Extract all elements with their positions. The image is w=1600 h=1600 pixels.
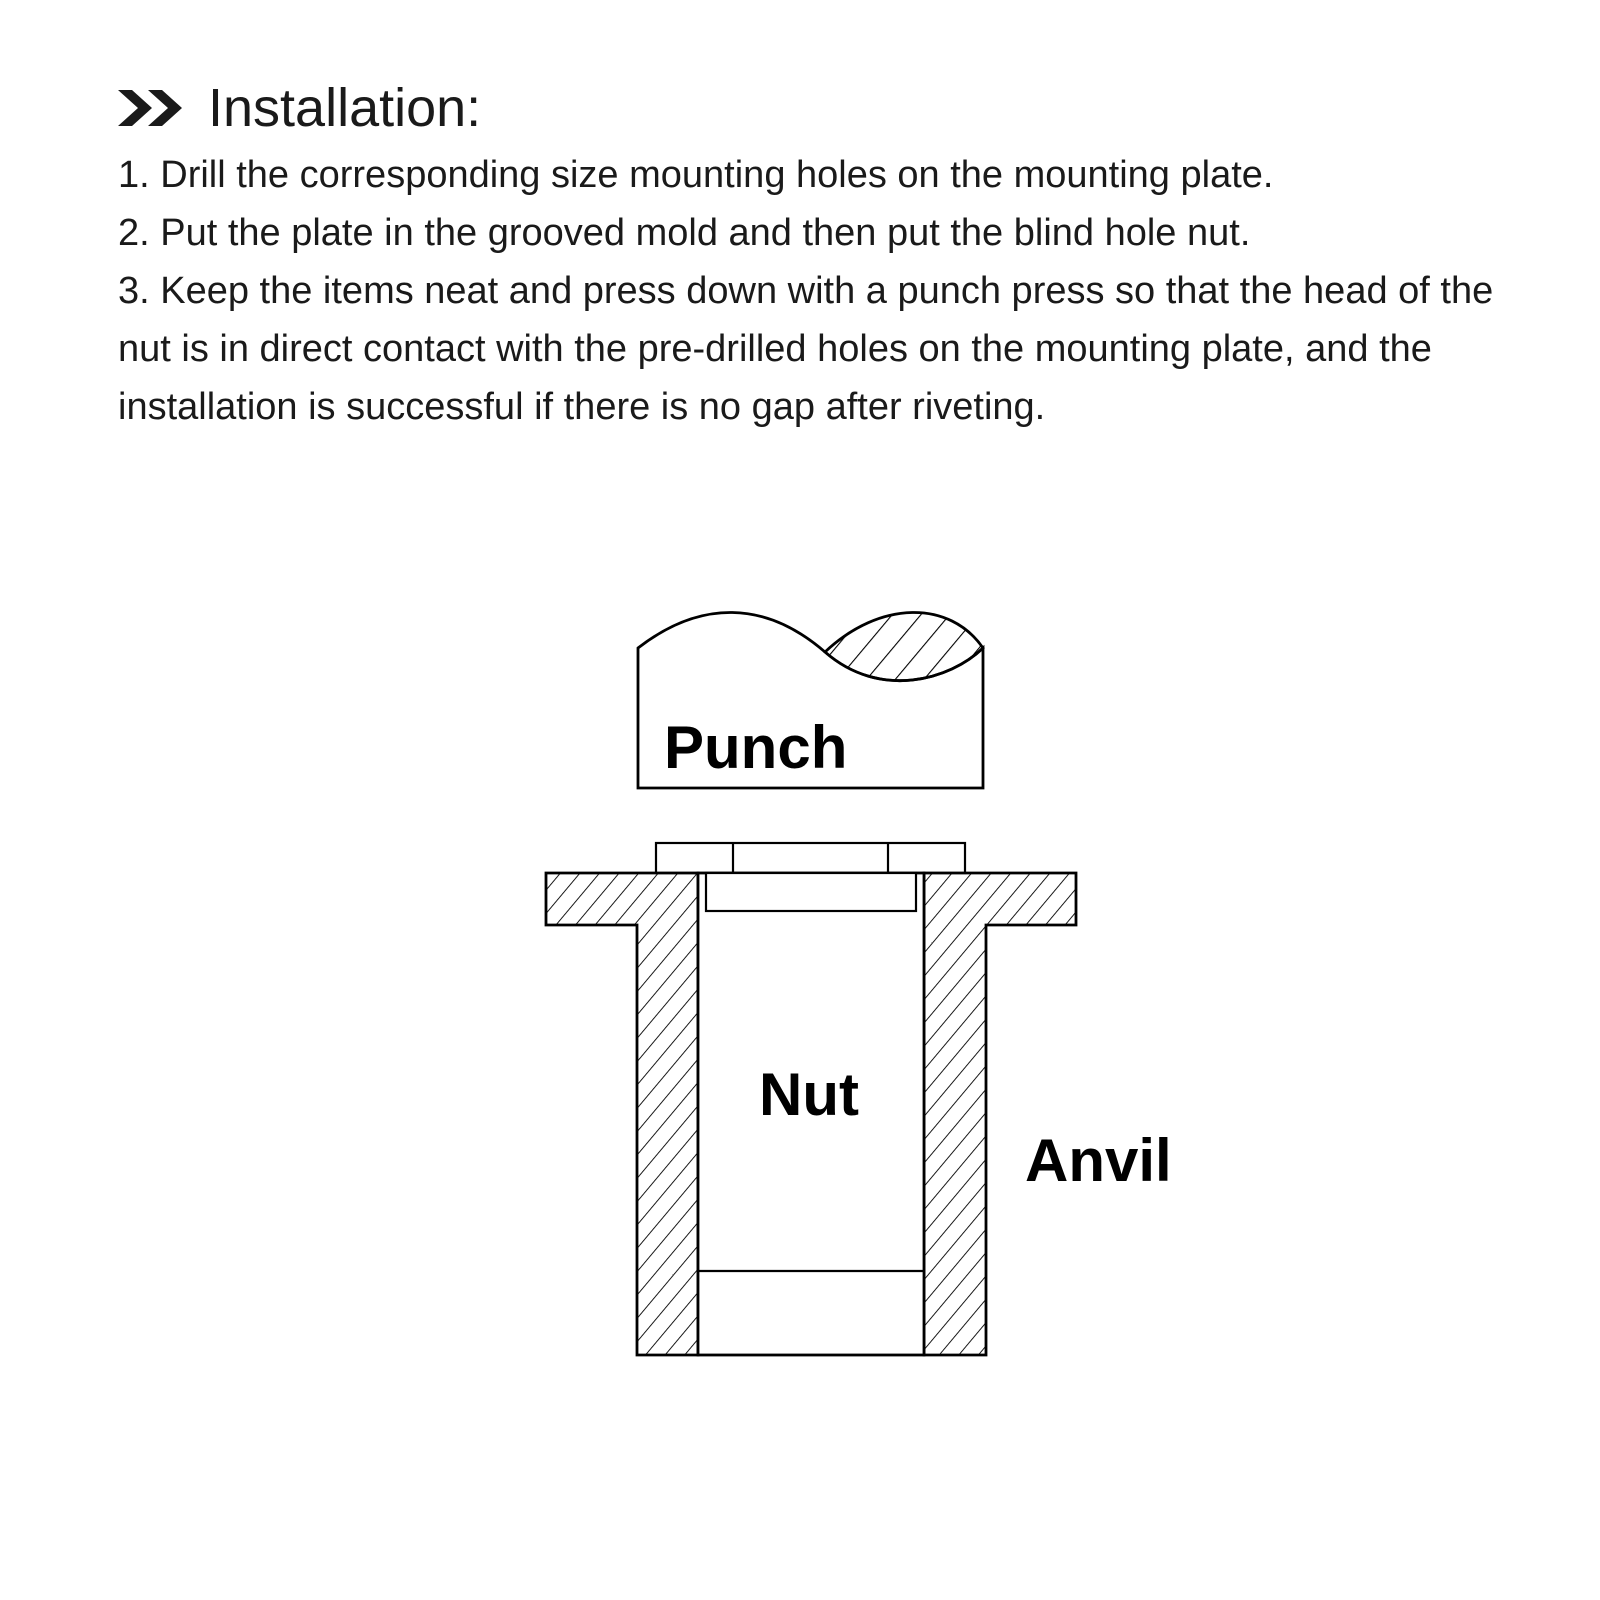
anvil-right xyxy=(924,873,1076,1355)
instruction-step-1: 1. Drill the corresponding size mounting holes on the mounting plate. xyxy=(118,154,1274,196)
instruction-step-2: 2. Put the plate in the grooved mold and then put the blind hole nut. xyxy=(118,212,1251,254)
instruction-step-3: 3. Keep the items neat and press down with a punch press so that the head of the nut is in direct contact with the pre-drilled holes on the mounting plate, and the installation is successful if there is no gap after riveting. xyxy=(118,270,1494,428)
section-title: Installation: xyxy=(208,78,482,138)
punch-label: Punch xyxy=(664,714,848,781)
punch xyxy=(638,612,983,788)
anvil-label: Anvil xyxy=(1025,1127,1172,1194)
nut-head xyxy=(656,843,965,873)
anvil-left xyxy=(546,873,698,1355)
nut-label: Nut xyxy=(759,1061,859,1128)
nut-body xyxy=(698,873,924,1355)
